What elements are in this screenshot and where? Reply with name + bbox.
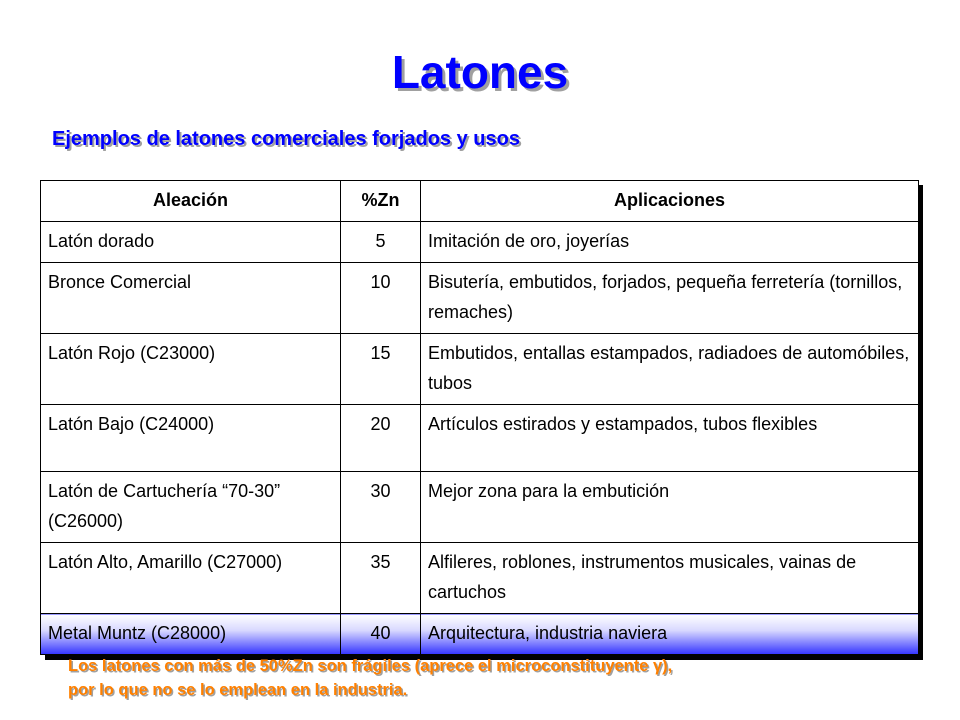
cell-alloy: Latón dorado: [41, 222, 341, 263]
cell-alloy: Bronce Comercial: [41, 263, 341, 334]
cell-uses: Mejor zona para la embutición: [421, 472, 919, 543]
footnote-line-2: por lo que no se lo emplean en la industria.: [68, 681, 408, 699]
table-row: [41, 334, 919, 405]
alloy-table-container: [40, 180, 918, 655]
cell-zn: 35: [341, 543, 421, 614]
cell-uses: Embutidos, entallas estampados, radiadoes de automóbiles, tubos: [421, 334, 919, 405]
header-zn: %Zn: [341, 181, 421, 222]
table-header-row: [41, 181, 919, 222]
footnote: [68, 654, 928, 702]
cell-alloy: Latón Bajo (C24000): [41, 405, 341, 472]
cell-zn: 10: [341, 263, 421, 334]
cell-alloy: Metal Muntz (C28000): [41, 614, 341, 655]
slide-subtitle: Ejemplos de latones comerciales forjados y usos: [52, 128, 520, 150]
header-alloy: Aleación: [41, 181, 341, 222]
cell-zn: 30: [341, 472, 421, 543]
cell-zn: 20: [341, 405, 421, 472]
cell-uses: Bisutería, embutidos, forjados, pequeña ferretería (tornillos, remaches): [421, 263, 919, 334]
cell-zn: 5: [341, 222, 421, 263]
slide-title: Latones: [391, 46, 569, 98]
table-row: [41, 263, 919, 334]
footnote-line-1: Los latones con más de 50%Zn son frágiles (aprece el microconstituyente γ),: [68, 657, 673, 675]
cell-uses: Alfileres, roblones, instrumentos musicales, vainas de cartuchos: [421, 543, 919, 614]
cell-alloy: Latón de Cartuchería “70-30” (C26000): [41, 472, 341, 543]
table-row: [41, 543, 919, 614]
table-row-highlighted: [41, 614, 919, 655]
cell-uses: Arquitectura, industria naviera: [421, 614, 919, 655]
cell-zn: 15: [341, 334, 421, 405]
table-row: [41, 472, 919, 543]
cell-zn: 40: [341, 614, 421, 655]
table-row: [41, 222, 919, 263]
alloy-table: [40, 180, 919, 655]
cell-alloy: Latón Rojo (C23000): [41, 334, 341, 405]
cell-uses: Artículos estirados y estampados, tubos flexibles: [421, 405, 919, 472]
table-row: [41, 405, 919, 472]
header-applications: Aplicaciones: [421, 181, 919, 222]
cell-alloy: Latón Alto, Amarillo (C27000): [41, 543, 341, 614]
cell-uses: Imitación de oro, joyerías: [421, 222, 919, 263]
